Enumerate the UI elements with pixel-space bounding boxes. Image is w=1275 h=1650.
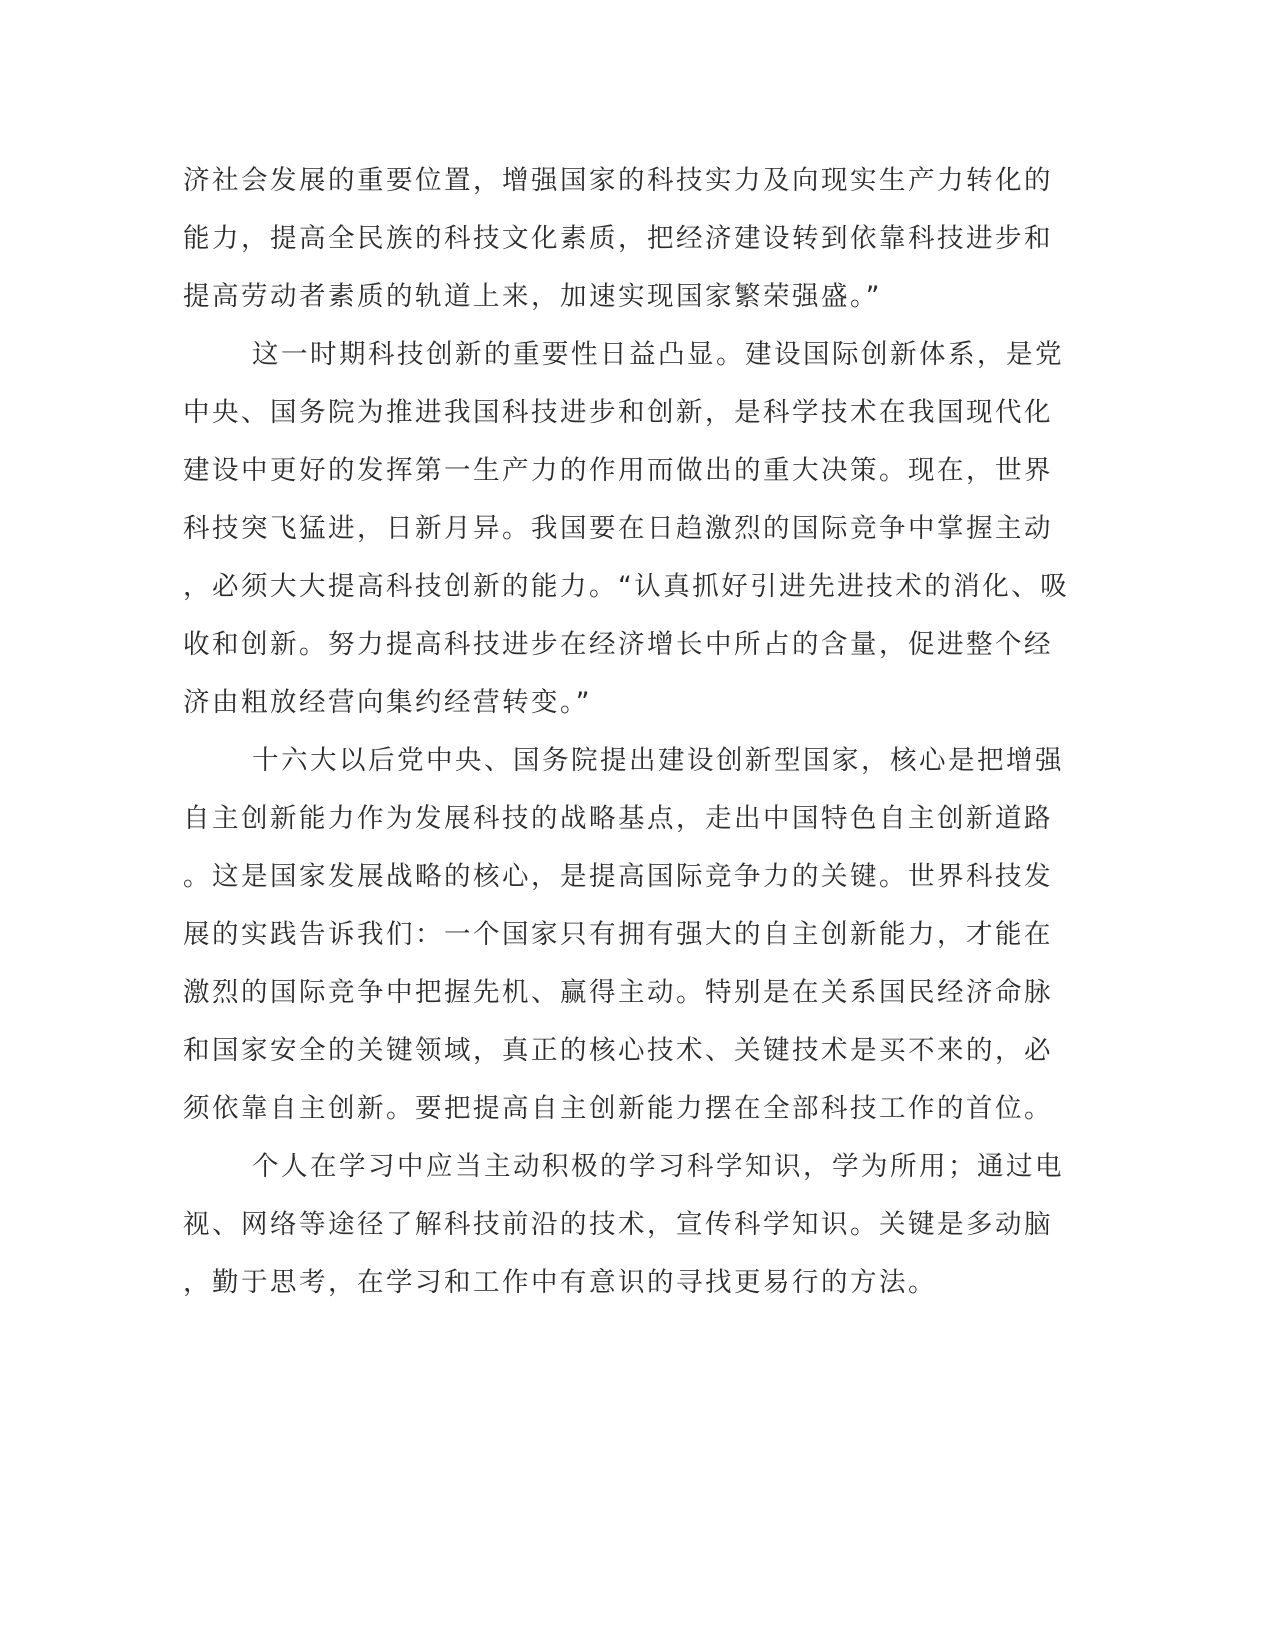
- text-line: 和国家安全的关键领域，真正的核心技术、关键技术是买不来的，必: [183, 1035, 1053, 1066]
- text-line: 展的实践告诉我们：一个国家只有拥有强大的自主创新能力，才能在: [183, 919, 1053, 950]
- text-line: 济由粗放经营向集约经营转变。”: [183, 687, 592, 718]
- text-line: 视、网络等途径了解科技前沿的技术，宣传科学知识。关键是多动脑: [183, 1209, 1053, 1240]
- text-line: ，必须大大提高科技创新的能力。“认真抓好引进先进技术的消化、吸: [183, 571, 1070, 602]
- paragraph-first-line: 十六大以后党中央、国务院提出建设创新型国家，核心是把增强: [252, 745, 1064, 776]
- text-line: 中央、国务院为推进我国科技进步和创新，是科学技术在我国现代化: [183, 397, 1053, 428]
- text-line: 自主创新能力作为发展科技的战略基点，走出中国特色自主创新道路: [183, 803, 1053, 834]
- text-line: 科技突飞猛进，日新月异。我国要在日趋激烈的国际竞争中掌握主动: [183, 513, 1053, 544]
- text-line: 收和创新。努力提高科技进步在经济增长中所占的含量，促进整个经: [183, 629, 1053, 660]
- paragraph-first-line: 这一时期科技创新的重要性日益凸显。建设国际创新体系，是党: [252, 339, 1064, 370]
- text-line: 。这是国家发展战略的核心，是提高国际竞争力的关键。世界科技发: [183, 861, 1053, 892]
- text-line: 须依靠自主创新。要把提高自主创新能力摆在全部科技工作的首位。: [183, 1093, 1053, 1124]
- text-line: ，勤于思考，在学习和工作中有意识的寻找更易行的方法。: [183, 1267, 937, 1298]
- text-line: 激烈的国际竞争中把握先机、赢得主动。特别是在关系国民经济命脉: [183, 977, 1053, 1008]
- paragraph-first-line: 个人在学习中应当主动积极的学习科学知识，学为所用；通过电: [252, 1151, 1064, 1182]
- text-line: 济社会发展的重要位置，增强国家的科技实力及向现实生产力转化的: [183, 165, 1053, 196]
- text-line: 能力，提高全民族的科技文化素质，把经济建设转到依靠科技进步和: [183, 223, 1053, 254]
- text-line: 提高劳动者素质的轨道上来，加速实现国家繁荣强盛。”: [183, 281, 882, 312]
- text-line: 建设中更好的发挥第一生产力的作用而做出的重大决策。现在，世界: [183, 455, 1053, 486]
